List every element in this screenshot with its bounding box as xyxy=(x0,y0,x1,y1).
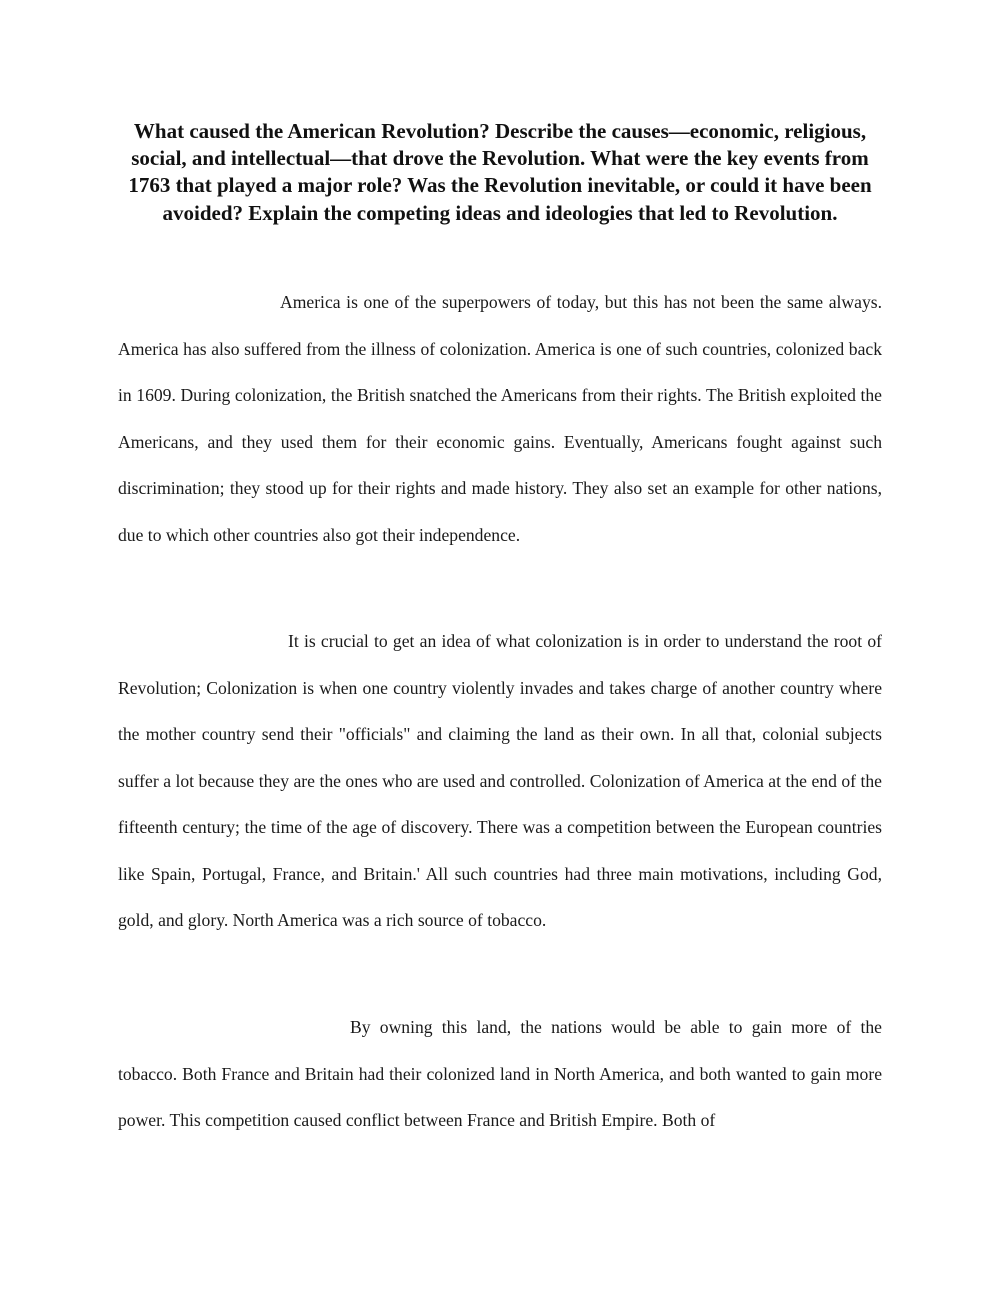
paragraph-1: America is one of the superpowers of today, but this has not been the same always. America has also suffered from the illness of colonization. America is one of such countries, colonized back in 1609. During colonization, the British snatched the Americans from their rights. The British exploited the Americans, and they used them for their economic gains. Eventually, Americans fought against such discrimination; they stood up for their rights and made history. They also set an example for other nations, due to which other countries also got their independence. xyxy=(118,292,882,545)
paragraph-2: It is crucial to get an idea of what colonization is in order to understand the root of Revolution; Colonization is when one country violently invades and takes charge of another country where the mother country send their "officials" and claiming the land as their own. In all that, colonial subjects suffer a lot because they are the ones who are used and controlled. Colonization of America at the end of the fifteenth century; the time of the age of discovery. There was a competition between the European countries like Spain, Portugal, France, and Britain.' All such countries had three main motivations, including God, gold, and glory. North America was a rich source of tobacco. xyxy=(118,631,882,930)
essay-title: What caused the American Revolution? Describe the causes—economic, religious, social, and intellectual—that drove the Revolution. What were the key events from 1763 that played a major role? Was the Revolution inevitable, or could it have been avoided? Explain the competing ideas and ideologies that led to Revolution. xyxy=(128,119,872,225)
paragraph-3: By owning this land, the nations would be able to gain more of the tobacco. Both France and Britain had their colonized land in North America, and both wanted to gain more power. This competition caused conflict between France and British Empire. Both of xyxy=(118,1017,882,1130)
